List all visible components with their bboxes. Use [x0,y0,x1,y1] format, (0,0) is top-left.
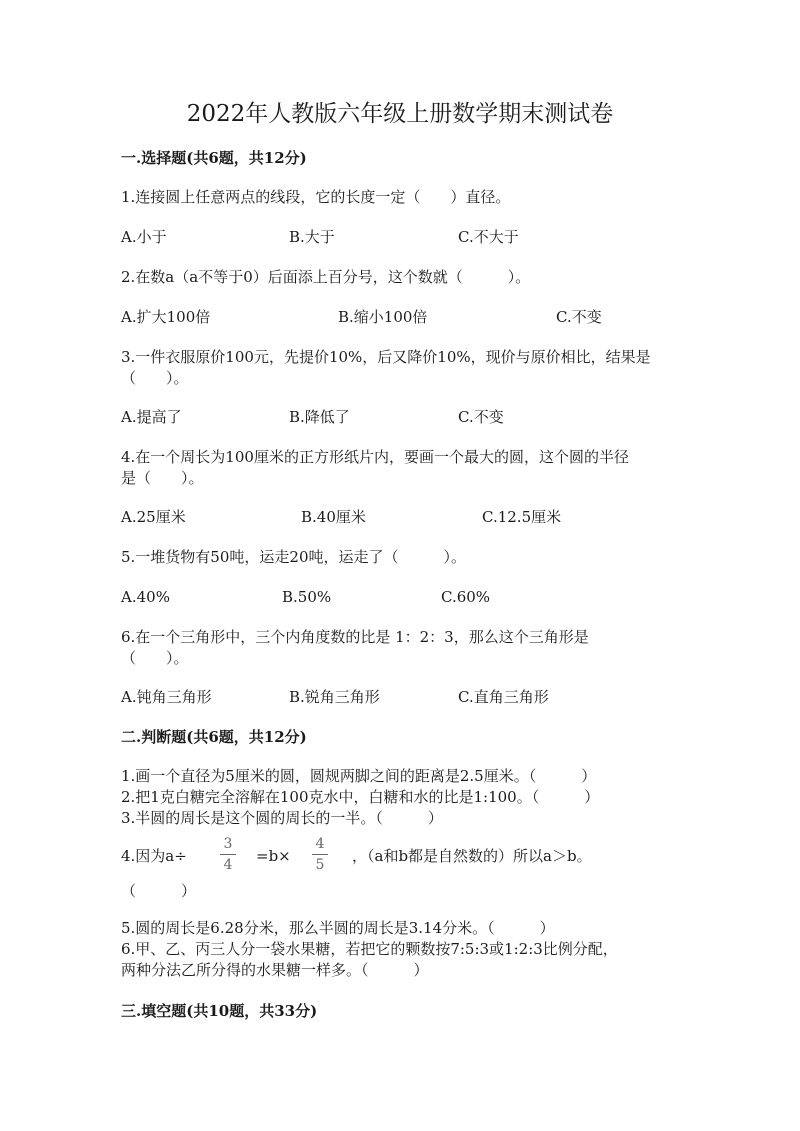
fraction-denominator: 4 [223,857,233,873]
judge-item-continued: 两种分法乙所分得的水果糖一样多。（ ） [121,961,429,979]
fraction-numerator: 4 [315,836,325,852]
option-b: B.缩小100倍 [338,308,428,326]
option-a: A.钝角三角形 [121,688,212,706]
option-c: C.60% [441,588,491,606]
fraction-four-fifths [310,836,330,873]
judge-item: 5.圆的周长是6.28分米，那么半圆的周长是3.14分米。（ ） [121,919,555,937]
judge-item-middle: =b× [256,847,291,865]
question-text: 4.在一个周长为100厘米的正方形纸片内，要画一个最大的圆，这个圆的半径 [121,448,629,466]
section-heading-fill: 三.填空题(共10题，共33分) [121,1002,318,1020]
option-c: C.12.5厘米 [482,508,562,526]
section-heading-judge: 二.判断题(共6题，共12分) [121,728,307,746]
option-b: B.锐角三角形 [289,688,380,706]
question-text: 6.在一个三角形中，三个内角度数的比是 1：2：3，那么这个三角形是 [121,628,589,646]
option-b: B.50% [282,588,332,606]
option-a: A.小于 [121,228,167,246]
judge-item: 6.甲、乙、丙三人分一袋水果糖，若把它的颗数按7:5:3或1:2:3比例分配， [121,940,618,958]
fraction-three-quarters [218,836,238,873]
judge-item-prefix: 4.因为a÷ [121,847,187,865]
fraction-bar [312,854,328,855]
option-c: C.直角三角形 [458,688,549,706]
option-c: C.不变 [556,308,602,326]
question-text-continued: （ ）。 [121,649,189,667]
question-text-continued: （ ）。 [121,369,189,387]
option-c: C.不大于 [458,228,519,246]
fraction-denominator: 5 [315,857,325,873]
option-a: A.扩大100倍 [121,308,211,326]
question-text-continued: 是（ ）。 [121,469,204,487]
question-text: 3.一件衣服原价100元，先提价10%，后又降价10%，现价与原价相比，结果是 [121,348,651,366]
option-a: A.提高了 [121,408,182,426]
judge-item-blank: （ ） [121,882,197,900]
page-title: 2022年人教版六年级上册数学期末测试卷 [186,101,614,127]
question-text: 2.在数a（a不等于0）后面添上百分号，这个数就（ ）。 [121,268,531,286]
section-heading-choice: 一.选择题(共6题，共12分) [121,149,307,167]
judge-item: 2.把1克白糖完全溶解在100克水中，白糖和水的比是1:100。（ ） [121,788,600,806]
option-a: A.40% [121,588,170,606]
option-a: A.25厘米 [121,508,186,526]
question-text: 1.连接圆上任意两点的线段，它的长度一定（ ）直径。 [121,188,511,206]
judge-item-suffix: ，（a和b都是自然数的）所以a＞b。 [352,847,592,865]
option-b: B.降低了 [289,408,350,426]
option-b: B.大于 [289,228,335,246]
question-text: 5.一堆货物有50吨，运走20吨，运走了（ ）。 [121,548,466,566]
fraction-numerator: 3 [223,836,233,852]
option-b: B.40厘米 [301,508,366,526]
option-c: C.不变 [458,408,504,426]
judge-item: 1.画一个直径为5厘米的圆，圆规两脚之间的距离是2.5厘米。（ ） [121,767,597,785]
judge-item: 3.半圆的周长是这个圆的周长的一半。（ ） [121,809,443,827]
fraction-bar [220,854,236,855]
